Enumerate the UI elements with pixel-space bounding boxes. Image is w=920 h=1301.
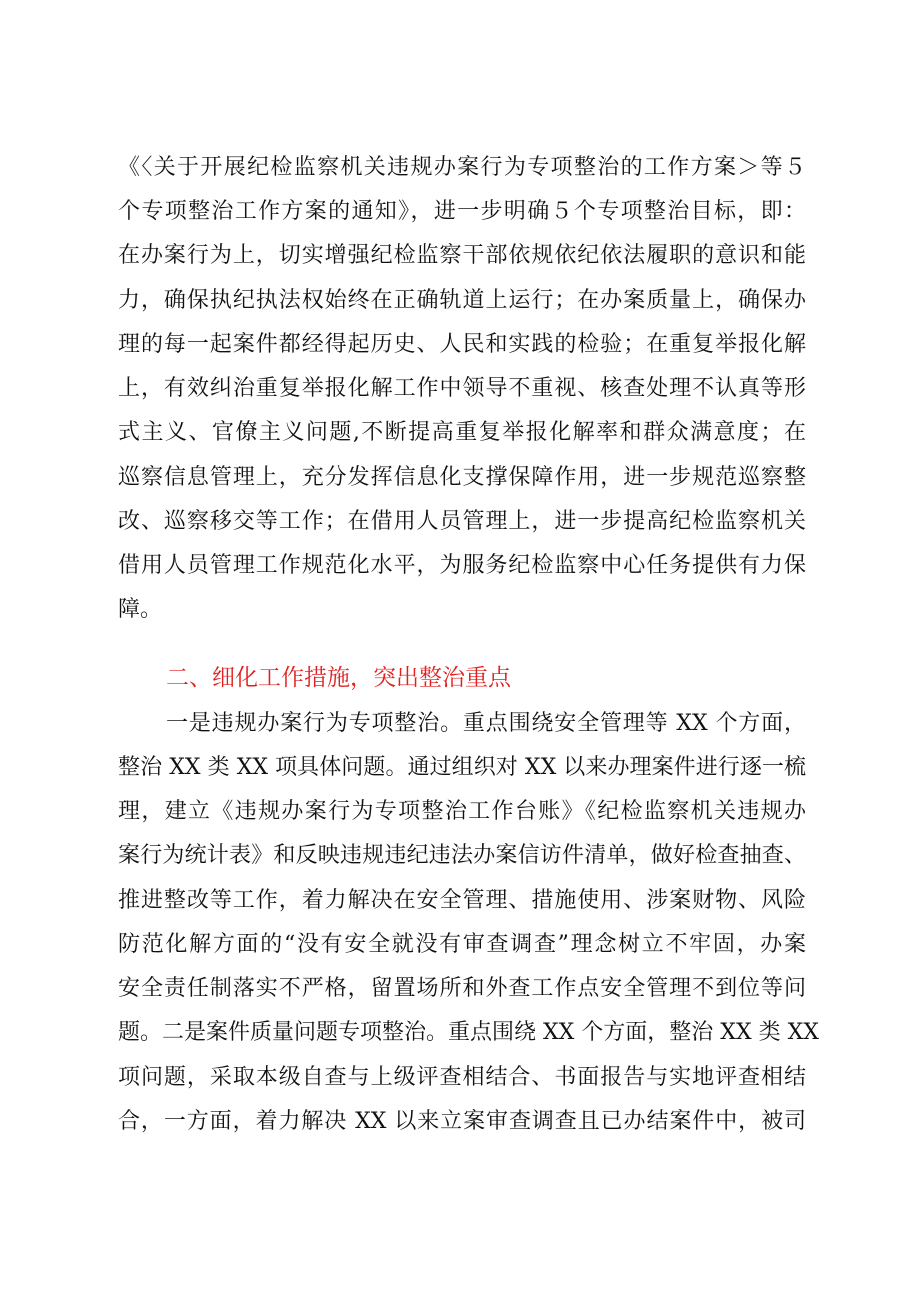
- paragraph-line: 案行为统计表》和反映违规违纪违法办案信访件清单，做好检查抽查、: [118, 843, 806, 868]
- section-heading: 二、细化工作措施，突出整治重点: [166, 665, 511, 691]
- paragraph-line: 力，确保执纪执法权始终在正确轨道上运行；在办案质量上，确保办: [118, 288, 806, 313]
- paragraph-line: 项问题，采取本级自查与上级评查相结合、书面报告与实地评查相结: [118, 1065, 806, 1090]
- paragraph-line: 在办案行为上，切实增强纪检监察干部依规依纪依法履职的意识和能: [118, 243, 806, 268]
- paragraph-line: 个专项整治工作方案的通知》，进一步明确５个专项整治目标，即：: [118, 199, 806, 224]
- paragraph-line: 《〈关于开展纪检监察机关违规办案行为专项整治的工作方案＞等５: [118, 155, 806, 180]
- paragraph-line: 理的每一起案件都经得起历史、人民和实践的检验；在重复举报化解: [118, 332, 806, 357]
- paragraph-line: 一是违规办案行为专项整治。重点围绕安全管理等 XX 个方面，: [166, 711, 806, 736]
- paragraph-line: 题。二是案件质量问题专项整治。重点围绕 XX 个方面，整治 XX 类 XX: [118, 1020, 819, 1045]
- paragraph-line: 借用人员管理工作规范化水平，为服务纪检监察中心任务提供有力保: [118, 553, 806, 578]
- paragraph-line: 巡察信息管理上，充分发挥信息化支撑保障作用，进一步规范巡察整: [118, 465, 806, 490]
- paragraph-line: 式主义、官僚主义问题,不断提高重复举报化解率和群众满意度；在: [118, 420, 806, 445]
- paragraph-line: 理，建立《违规办案行为专项整治工作台账》《纪检监察机关违规办: [118, 799, 806, 824]
- paragraph-line: 推进整改等工作，着力解决在安全管理、措施使用、涉案财物、风险: [118, 888, 806, 913]
- paragraph-line: 整治 XX 类 XX 项具体问题。通过组织对 XX 以来办理案件进行逐一梳: [118, 755, 806, 780]
- paragraph-line: 障。: [118, 597, 163, 622]
- paragraph-line: 上，有效纠治重复举报化解工作中领导不重视、核查处理不认真等形: [118, 376, 806, 401]
- paragraph-line: 安全责任制落实不严格，留置场所和外查工作点安全管理不到位等问: [118, 976, 806, 1001]
- paragraph-line: 改、巡察移交等工作；在借用人员管理上，进一步提高纪检监察机关: [118, 509, 806, 534]
- paragraph-line: 合，一方面，着力解决 XX 以来立案审查调查且已办结案件中，被司: [118, 1109, 806, 1134]
- paragraph-line: 防范化解方面的“没有安全就没有审查调查”理念树立不牢固，办案: [118, 932, 806, 957]
